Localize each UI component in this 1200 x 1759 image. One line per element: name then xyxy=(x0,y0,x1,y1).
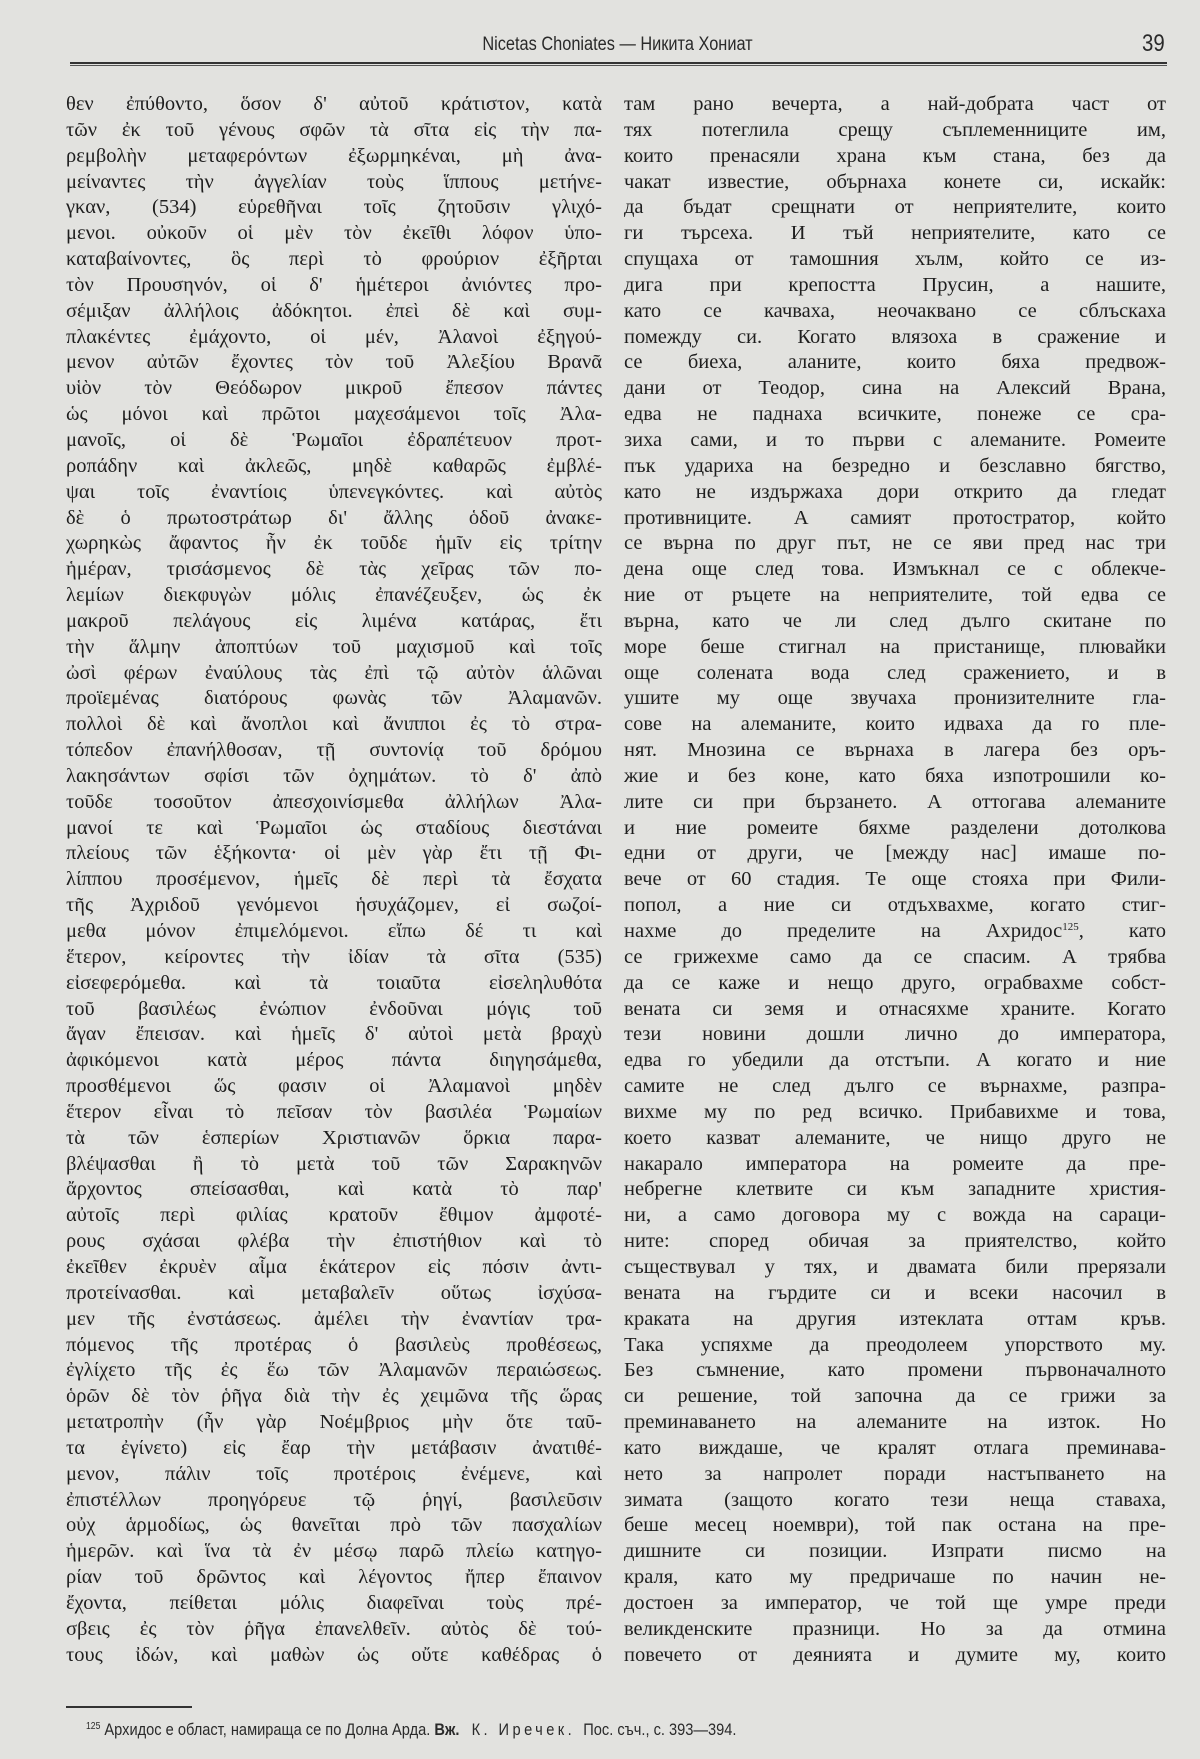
text-line: τα ἐγίνετο) εἰς ἔαρ τὴν μετάβασιν ἀνατιθέ- xyxy=(66,1436,602,1459)
text-line: дена още след това. Измъкнал се с облекче- xyxy=(624,558,1166,581)
text-line: море беше стигнал на пристанище, плювайки xyxy=(624,635,1166,658)
text-line: μενοι. οὐκοῦν οἱ μὲν τὸν ἐκεῖθι λόφον ὑπο- xyxy=(66,222,602,245)
text-line: сове на алеманите, които идваха да го пле- xyxy=(624,713,1166,736)
text-line: ни, а само договора му с вожда на сараци- xyxy=(624,1204,1166,1227)
text-line: λίππου προσέμενον, ἡμεῖς δὲ περὶ τὰ ἔσχατα xyxy=(66,868,602,891)
text-line: αὐτοῖς περὶ φιλίας κρατοῦν ἔθιμον ἀμφοτέ- xyxy=(66,1204,602,1227)
footnote xyxy=(86,1720,736,1740)
text-line: дига при крепостта Прусин, а нашите, xyxy=(624,273,1166,296)
text-line: προτείνασθαι. καὶ μεταβαλεῖν οὕτως ἰσχύσα- xyxy=(66,1281,602,1304)
greek-text-column xyxy=(66,92,602,1668)
text-line: едни от други, че [между нас] имаше по- xyxy=(624,842,1166,865)
text-line: едва го убедили да отстъпи. А когато и ние xyxy=(624,1049,1166,1072)
running-head-title: Nicetas Choniates — Никита Хониат xyxy=(482,34,753,55)
header-rule xyxy=(70,62,1167,66)
text-line: ἐπιστέλλων προηγόρευε τῷ ῥηγί, βασιλεῦσιν xyxy=(66,1488,602,1511)
text-line: дишните си позиции. Изпрати писмо на xyxy=(624,1540,1166,1563)
text-line: преминаването на алеманите на изток. Но xyxy=(624,1411,1166,1434)
text-line: великденските празници. Но за да отмина xyxy=(624,1617,1166,1640)
text-line: προϊεμένας διατόρους φωνὰς τῶν Ἀλαμανῶν. xyxy=(66,687,602,710)
text-line: ρους σχάσαι φλέβα τὴν ἐπιστήθιον καὶ τὸ xyxy=(66,1230,602,1253)
footnote-reference-mark: 125 xyxy=(1062,921,1079,933)
text-line: ἐκεῖθεν ἐκρυὲν αἷμα ἑκάτερον εἰς πόσιν ἀντι- xyxy=(66,1255,602,1278)
text-line: μενον αὐτῶν ἔχοντες τὸν τοῦ Ἀλεξίου Βρανᾶ xyxy=(66,351,602,374)
text-line: οὐχ ἁρμοδίως, ὡς θανεῖται πρὸ τῶν πασχαλίων xyxy=(66,1514,602,1537)
text-line: едва не паднаха всичките, понеже се сра- xyxy=(624,403,1166,426)
text-segment: , като xyxy=(1078,920,1166,942)
page-number: 39 xyxy=(1142,30,1165,57)
text-line: μανοί τε καὶ Ῥωμαῖοι ὡς σταδίους διεστάναι xyxy=(66,816,602,839)
text-line: ἐγλίχετο τῆς ἐς ἕω τῶν Ἀλαμανῶν περαιώσεως. xyxy=(66,1359,602,1382)
text-line: върна, като че ли след дълго скитане по xyxy=(624,609,1166,632)
text-line: тези новини дошли лично до императора, xyxy=(624,1023,1166,1046)
text-line: нето за напролет поради настъпването на xyxy=(624,1462,1166,1485)
text-line: ἔχοντα, πείθεται μόλις διαφεῖναι τοὺς πρέ- xyxy=(66,1591,602,1614)
text-line: които пренасяли храна към стана, без да xyxy=(624,144,1166,167)
text-line: τόπεδον ἐπανήλθοσαν, τῇ συντονίᾳ τοῦ δρόμου xyxy=(66,739,602,762)
text-line: μεν τῆς ἐνστάσεως. ἀμέλει τὴν ἐναντίαν τρα- xyxy=(66,1307,602,1330)
text-line: υἱὸν τὸν Θεόδωρον μικροῦ ἔπεσον πάντες xyxy=(66,377,602,400)
text-line: чакат известие, обърнаха конете си, искайк: xyxy=(624,170,1166,193)
text-line xyxy=(624,919,1166,945)
text-line: се грижехме само да се спасим. А трябва xyxy=(624,945,1166,968)
text-line: μενον, πάλιν τοῖς προτέροις ἐνέμενε, καὶ xyxy=(66,1462,602,1485)
text-line: πόμενος τῆς προτέρας ὁ βασιλεὺς προθέσεως, xyxy=(66,1333,602,1356)
text-line: да бъдат срещнати от неприятелите, които xyxy=(624,196,1166,219)
text-line: си решение, той започна да се грижи за xyxy=(624,1385,1166,1408)
text-line: се биеха, аланите, които бяха предвож- xyxy=(624,351,1166,374)
text-line: γκαν, (534) εὑρεθῆναι τοῖς ζητοῦσιν γλιχό- xyxy=(66,196,602,219)
footnote-number: 125 xyxy=(86,1721,101,1732)
text-line: τοῦ βασιλέως ἐνώπιον ἐνδοῦναι μόγις τοῦ xyxy=(66,997,602,1020)
text-line: ἡμερῶν. καὶ ἵνα τὰ ἐν μέσῳ παρῶ πλείω κατηγο- xyxy=(66,1540,602,1563)
text-line: πολλοὶ δὲ καὶ ἄνοπλοι καὶ ἄνιπποι ἐς τὸ στρα- xyxy=(66,713,602,736)
text-line: ἄρχοντος σπείσασθαι, καὶ κατὰ τὸ παρ' xyxy=(66,1178,602,1201)
text-line: ἕτερον εἶναι τὸ πεῖσαν τὸν βασιλέα Ῥωμαίων xyxy=(66,1100,602,1123)
text-line: вената си земя и отнасяхме храните. Когато xyxy=(624,997,1166,1020)
text-line: беше месец ноември), той пак остана на пре- xyxy=(624,1514,1166,1537)
text-line: като не издържаха дори открито да гледат xyxy=(624,480,1166,503)
text-line: σέμιξαν ἀλλήλοις ἀδόκητοι. ἐπεὶ δὲ καὶ συμ- xyxy=(66,299,602,322)
text-line: зимата (защото когато тези неща ставаха, xyxy=(624,1488,1166,1511)
text-line: τοῦδε τοσοῦτον ἀπεσχοινίσμεθα ἀλλήλων Ἀλα- xyxy=(66,790,602,813)
text-line: повечето от деянията и думите му, които xyxy=(624,1643,1166,1666)
footnote-rule xyxy=(66,1706,192,1708)
text-line: προσθέμενοι ὥς φασιν οἱ Ἀλαμανοὶ μηδὲν xyxy=(66,1075,602,1098)
text-line: накарало императора на ромеите да пре- xyxy=(624,1152,1166,1175)
text-line: ните: според обичая за приятелство, който xyxy=(624,1230,1166,1253)
text-line: θεν ἐπύθοντο, ὅσον δ' αὐτοῦ κράτιστον, κατὰ xyxy=(66,93,602,115)
text-line: εἰσεφερόμεθα. καὶ τὰ τοιαῦτα εἰσεληλυθότα xyxy=(66,971,602,994)
text-line: ρίαν τοῦ δρῶντος καὶ λέγοντος ἤπερ ἔπαινον xyxy=(66,1566,602,1589)
text-line: попол, а ние си отдъхвахме, когато стиг- xyxy=(624,894,1166,917)
text-line: краката на другия изтеклата оттам кръв. xyxy=(624,1307,1166,1330)
text-line: ψαι τοῖς ἐναντίοις ὑπενεγκόντες. καὶ αὐτὸς xyxy=(66,480,602,503)
text-line: лите си при бързането. А оттогава алеманите xyxy=(624,790,1166,813)
text-line: вихме му по ред всичко. Прибавихме и това, xyxy=(624,1100,1166,1123)
text-line: πλακέντες ἐμάχοντο, οἱ μέν, Ἀλανοὶ ἐξηγού- xyxy=(66,325,602,348)
text-line: като се качваха, неочаквано се сблъскаха xyxy=(624,299,1166,322)
text-line: помежду си. Когато влязоха в сражение и xyxy=(624,325,1166,348)
text-line: още солената вода след сражението, и в xyxy=(624,661,1166,684)
text-line: да се каже и нещо друго, ограбвахме собст- xyxy=(624,971,1166,994)
text-line: τὸν Προυσηνόν, οἱ δ' ἡμέτεροι ἀνιόντες προ- xyxy=(66,273,602,296)
text-line: вече от 60 стадия. Те още стояха при Фили- xyxy=(624,868,1166,891)
text-line: което казват алеманите, че нищо друго не xyxy=(624,1126,1166,1149)
text-line: λεμίων διεκφυγὼν μόλις ἐπανέζευξεν, ὡς ἐκ xyxy=(66,584,602,607)
text-line: ἀφικόμενοι κατὰ μέρος πάντα διηγησάμεθα, xyxy=(66,1049,602,1072)
footnote-reference: Пос. съч., с. 393—394. xyxy=(583,1720,737,1739)
text-line: се върна по друг път, не се яви пред нас три xyxy=(624,532,1166,555)
text-line: противниците. А самият протостратор, който xyxy=(624,506,1166,529)
text-line: тях потеглила срещу съплеменниците им, xyxy=(624,118,1166,141)
text-line: ἕτερον, κείροντες τὴν ἰδίαν τὰ σῖτα (535) xyxy=(66,945,602,968)
text-line: λακησάντων σφίσι τῶν ὀχημάτων. τὸ δ' ἀπὸ xyxy=(66,764,602,787)
text-line: нят. Мнозина се върнаха в лагера без оръ- xyxy=(624,739,1166,762)
text-line: ги търсеха. И тъй неприятелите, като се xyxy=(624,222,1166,245)
bulgarian-translation-column xyxy=(624,92,1166,1668)
text-line: ὡς μόνοι καὶ πρῶτοι μαχεσάμενοι τοῖς Ἀλα- xyxy=(66,403,602,426)
text-line: достоен за император, че той ще умре преди xyxy=(624,1591,1166,1614)
text-line: като виждаше, че кралят отлага преминава- xyxy=(624,1436,1166,1459)
text-line: πλείους τῶν ἑξήκοντα· οἱ μὲν γὰρ ἔτι τῇ Φι- xyxy=(66,842,602,865)
text-line: καταβαίνοντες, ὃς περὶ τὸ φρούριον ἐξῆρται xyxy=(66,248,602,271)
text-line: ὁρῶν δὲ τὸν ῥῆγα διὰ τὴν ἐς χειμῶνα τῆς ὥρας xyxy=(66,1385,602,1408)
text-line: δὲ ὁ πρωτοστράτωρ δι' ἄλλης ὁδοῦ ἀνακε- xyxy=(66,506,602,529)
text-segment: нахме до пределите на Ахридос xyxy=(624,920,1063,942)
text-line: небрегне клетвите си към западните христия- xyxy=(624,1178,1166,1201)
text-line: τῆς Ἀχριδοῦ γενόμενοι ἡσυχάζομεν, εἰ σωζοί- xyxy=(66,894,602,917)
text-line: μανοῖς, οἱ δὲ Ῥωμαῖοι ἐδραπέτευον προτ- xyxy=(66,428,602,451)
text-line: пък удариха на безредно и безславно бягство, xyxy=(624,454,1166,477)
text-line: ὠσὶ φέρων ἐναύλους τὰς ἐπὶ τῷ αὐτὸν ἁλῶναι xyxy=(66,661,602,684)
text-line: ἄγαν ἔπεισαν. καὶ ἡμεῖς δ' αὐτοὶ μετὰ βραχὺ xyxy=(66,1023,602,1046)
text-line: χωρηκὼς ἄφαντος ἦν ἐκ τοῦδε ἡμῖν εἰς τρίτην xyxy=(66,532,602,555)
text-line: βλέψασθαι ἢ τὸ μετὰ τοῦ τῶν Σαρακηνῶν xyxy=(66,1152,602,1175)
text-line: дани от Теодор, сина на Алексий Врана, xyxy=(624,377,1166,400)
text-line: ние от ръцете на неприятелите, той едва се xyxy=(624,584,1166,607)
text-line: съществувал у тях, и двамата били прерязали xyxy=(624,1255,1166,1278)
text-line: ушите му още звучаха пронизителните гла- xyxy=(624,687,1166,710)
footnote-text: Архидос е област, намираща се по Долна Арда. xyxy=(104,1720,431,1739)
text-line: μακροῦ πελάγους εἰς λιμένα κατάρας, ἔτι xyxy=(66,609,602,632)
running-head xyxy=(70,30,1165,62)
text-line: τους ἰδών, καὶ μαθὼν ὡς οὔτε καθέδρας ὁ xyxy=(66,1643,602,1666)
text-line: жие и без коне, като бяха изпотрошили ко- xyxy=(624,764,1166,787)
text-line: и ние ромеите бяхме разделени дотолкова xyxy=(624,816,1166,839)
text-line: краля, като му предричаше по начин не- xyxy=(624,1566,1166,1589)
text-line: ροπάδην καὶ ἀκλεῶς, μηδὲ καθαρῶς ἐμβλέ- xyxy=(66,454,602,477)
footnote-see: Вж. xyxy=(434,1720,460,1739)
text-line: спущаха от тамошния хълм, който се из- xyxy=(624,248,1166,271)
text-line: Без съмнение, като промени първоначалното xyxy=(624,1359,1166,1382)
text-line: зиха сами, и то първи с алеманите. Ромеите xyxy=(624,428,1166,451)
text-line: μεθα μόνον ἐπιμελόμενοι. εἴπω δέ τι καὶ xyxy=(66,920,602,942)
text-line: μετατροπὴν (ἦν γὰρ Νοέμβριος μὴν ὅτε ταῦ- xyxy=(66,1411,602,1434)
footnote-author: К. Иречек. xyxy=(471,1720,576,1739)
text-line: τὰ τῶν ἑσπερίων Χριστιανῶν ὅρκια παρα- xyxy=(66,1126,602,1149)
text-line: σβεις ἐς τὸν ῥῆγα ἐπανελθεῖν. αὐτὸς δὲ τού- xyxy=(66,1617,602,1640)
text-line: там рано вечерта, а най-добрата част от xyxy=(624,93,1166,115)
text-line: ρεμβολὴν μεταφερόντων ἐξωρμηκέναι, μὴ ἀνα- xyxy=(66,144,602,167)
text-line: τῶν ἐκ τοῦ γένους σφῶν τὰ σῖτα εἰς τὴν πα- xyxy=(66,118,602,141)
text-line: самите не след дълго се върнахме, разпра- xyxy=(624,1075,1166,1098)
text-line: ἡμέραν, τρισάσμενος δὲ τὰς χεῖρας τῶν πο- xyxy=(66,558,602,581)
text-line: Така успяхме да преодолеем упорството му. xyxy=(624,1333,1166,1356)
text-line: μείναντες τὴν ἀγγελίαν τοὺς ἵππους μετήνε- xyxy=(66,170,602,193)
text-line: τὴν ἅλμην ἀποπτύων τοῦ μαχισμοῦ καὶ τοῖς xyxy=(66,635,602,658)
text-line: вената на гърдите си и всеки насочил в xyxy=(624,1281,1166,1304)
